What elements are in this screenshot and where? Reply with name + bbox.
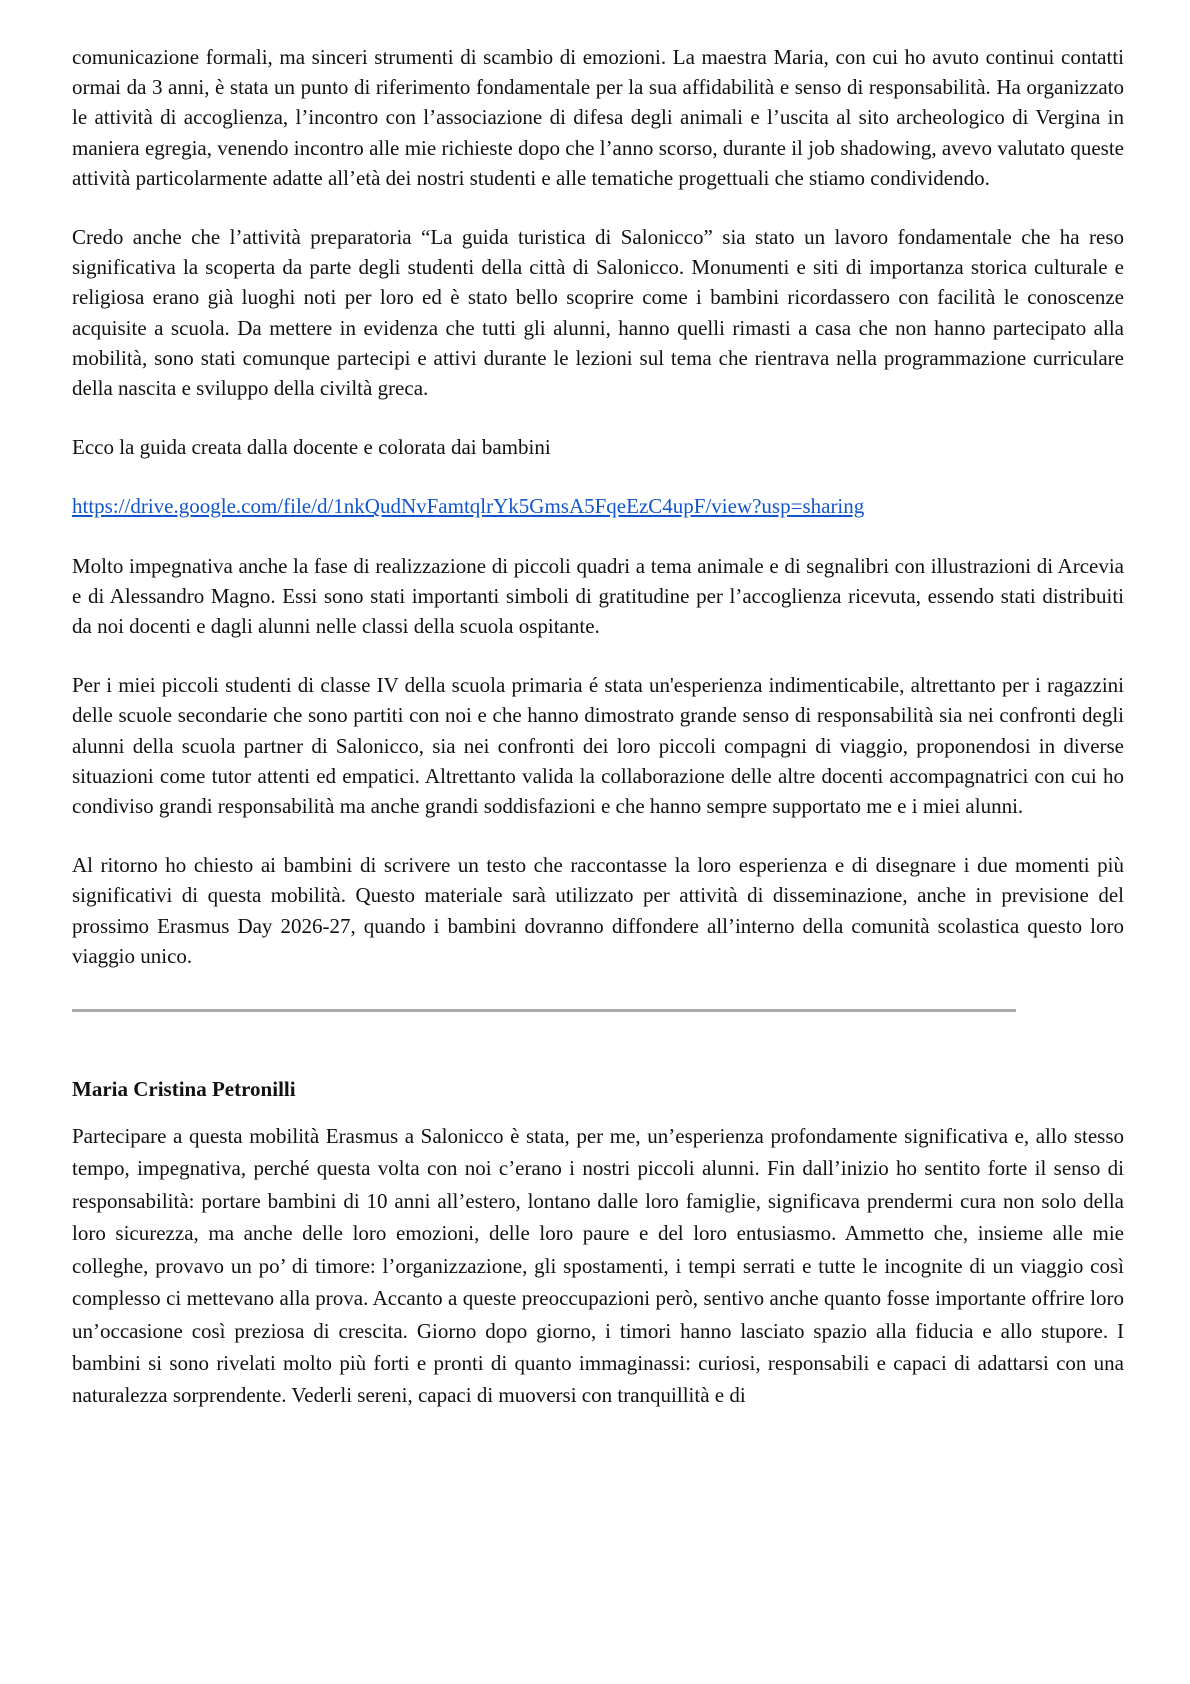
author-name: Maria Cristina Petronilli [72, 1077, 296, 1102]
guide-drive-link[interactable]: https://drive.google.com/file/d/1nkQudNvFamtqlrYk5GmsA5FqeEzC4upF/view?usp=sharing [72, 494, 865, 519]
paragraph-artworks: Molto impegnativa anche la fase di realizzazione di piccoli quadri a tema animale e di segnalibri con illustrazioni di Arcevia e di Alessandro Magno. Essi sono stati importanti simboli di gratitudine per l’accoglienza ricevuta, essendo stati distribuiti da noi docenti e dagli alunni nelle classi della scuola ospitante. [72, 553, 1124, 639]
paragraph-tourist-guide: Credo anche che l’attività preparatoria “La guida turistica di Salonicco” sia stato un lavoro fondamentale che ha reso significativa la scoperta da parte degli studenti della città di Salonicco. Monumenti e siti di importanza storica culturale e religiosa erano già luoghi noti per loro ed è stato bello scoprire come i bambini ricordassero con facilità le conoscenze acquisite a scuola. Da mettere in evidenza che tutti gli alunni, hanno quelli rimasti a casa che non hanno partecipato alla mobilità, sono stati comunque partecipi e attivi durante le lezioni sul tema che rientrava nella programmazione curriculare della nascita e sviluppo della civiltà greca. [72, 225, 1124, 401]
author-section [72, 1120, 1124, 1412]
section-divider [72, 1009, 1016, 1012]
paragraph-guide-intro: Ecco la guida creata dalla docente e colorata dai bambini [72, 435, 551, 460]
paragraph-mobility-reflection: Partecipare a questa mobilità Erasmus a Salonicco è stata, per me, un’esperienza profondamente significativa e, allo stesso tempo, impegnativa, perché questa volta con noi c’erano i nostri piccoli alunni. Fin dall’inizio ho sentito forte il senso di responsabilità: portare bambini di 10 anni all’estero, lontano dalle loro famiglie, significava prendermi cura non solo della loro sicurezza, ma anche delle loro emozioni, delle loro paure e del loro entusiasmo. Ammetto che, insieme alle mie colleghe, provavo un po’ di timore: l’organizzazione, gli spostamenti, i tempi serrati e tutte le incognite di un viaggio così complesso ci mettevano alla prova. Accanto a queste preoccupazioni però, sentivo anche quanto fosse importante offrire loro un’occasione così preziosa di crescita. Giorno dopo giorno, i timori hanno lasciato spazio alla fiducia e allo stupore. I bambini si sono rivelati molto più forti e pronti di quanto immaginassi: curiosi, responsabili e capaci di adattarsi con una naturalezza sorprendente. Vederli sereni, capaci di muoversi con tranquillità e di [72, 1124, 1124, 1408]
document-page [72, 42, 1124, 1412]
paragraph-dissemination: Al ritorno ho chiesto ai bambini di scrivere un testo che raccontasse la loro esperienza e di disegnare i due momenti più significativi di questa mobilità. Questo materiale sarà utilizzato per attività di disseminazione, anche in previsione del prossimo Erasmus Day 2026-27, quando i bambini dovranno diffondere all’interno della comunità scolastica questo loro viaggio unico. [72, 853, 1124, 968]
paragraph-students-experience: Per i miei piccoli studenti di classe IV della scuola primaria é stata un'esperienza indimenticabile, altrettanto per i ragazzini delle scuole secondarie che sono partiti con noi e che hanno dimostrato grande senso di responsabilità sia nei confronti degli alunni della scuola partner di Salonicco, sia nei confronti dei loro piccoli compagni di viaggio, proponendosi in diverse situazioni come tutor attenti ed empatici. Altrettanto valida la collaborazione delle altre docenti accompagnatrici con cui ho condiviso grandi responsabilità ma anche grandi soddisfazioni e che hanno sempre supportato me e i miei alunni. [72, 673, 1124, 819]
paragraph-teacher-maria: comunicazione formali, ma sinceri strumenti di scambio di emozioni. La maestra Maria, con cui ho avuto continui contatti ormai da 3 anni, è stata un punto di riferimento fondamentale per la sua affidabilità e senso di responsabilità. Ha organizzato le attività di accoglienza, l’incontro con l’associazione di difesa degli animali e l’uscita al sito archeologico di Vergina in maniera egregia, venendo incontro alle mie richieste dopo che l’anno scorso, durante il job shadowing, avevo valutato queste attività particolarmente adatte all’età dei nostri studenti e alle tematiche progettuali che stiamo condividendo. [72, 45, 1124, 190]
